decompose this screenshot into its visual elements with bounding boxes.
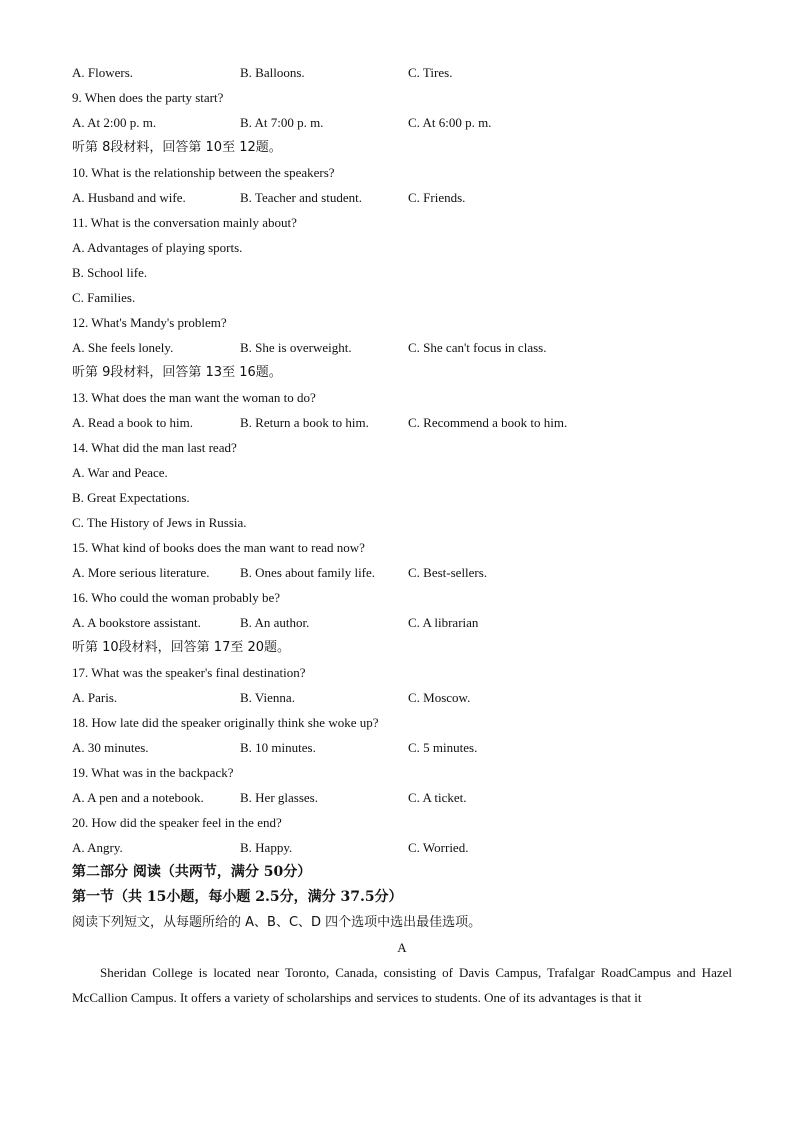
option-a: A. She feels lonely. [72,340,174,355]
question-text: 18. How late did the speaker originally think she woke up? [72,715,379,730]
option-c: C. Recommend a book to him. [408,415,568,430]
listening-instruction: 听第 9段材料，回答第 13至 16题。 [72,365,282,380]
passage-label: A [397,940,407,955]
option-row [72,735,732,760]
option-single: B. Great Expectations. [72,490,190,505]
question-text: 13. What does the man want the woman to do? [72,390,316,405]
option-b: B. An author. [240,615,310,630]
listening-instruction: 听第 8段材料，回答第 10至 12题。 [72,140,282,155]
option-a: A. More serious literature. [72,565,210,580]
option-c: C. At 6:00 p. m. [408,115,492,130]
option-b: B. At 7:00 p. m. [240,115,324,130]
option-row [72,185,732,210]
option-row [72,60,732,85]
passage-text: Sheridan College is located near Toronto, Canada, consisting of Davis Campus, Trafalgar RoadCampus and Hazel McCallion Campus. It offers a variety of scholarships and services to students. One of its advantages is that it [72,965,732,1005]
question-text: 16. Who could the woman probably be? [72,590,281,605]
option-row [72,110,732,135]
question-text: 11. What is the conversation mainly about? [72,215,297,230]
question-text: 17. What was the speaker's final destination? [72,665,306,680]
part-title: 第二部分 阅读（共两节，满分 50分） [72,864,312,880]
question-text: 9. When does the party start? [72,90,224,105]
reading-directions: 阅读下列短文，从每题所给的 A、B、C、D 四个选项中选出最佳选项。 [72,915,482,930]
option-c: C. Friends. [408,190,466,205]
option-b: B. Vienna. [240,690,295,705]
option-a: A. A pen and a notebook. [72,790,204,805]
option-b: B. Ones about family life. [240,565,376,580]
option-row [72,560,732,585]
option-c: C. Tires. [408,65,453,80]
option-c: C. 5 minutes. [408,740,478,755]
option-single: A. War and Peace. [72,465,168,480]
option-a: A. At 2:00 p. m. [72,115,157,130]
option-c: C. Moscow. [408,690,471,705]
option-row [72,685,732,710]
option-a: A. Angry. [72,840,123,855]
option-b: B. Return a book to him. [240,415,369,430]
listening-instruction: 听第 10段材料，回答第 17至 20题。 [72,640,291,655]
option-c: C. She can't focus in class. [408,340,547,355]
question-text: 15. What kind of books does the man want to read now? [72,540,365,555]
option-b: B. Balloons. [240,65,305,80]
option-single: C. The History of Jews in Russia. [72,515,247,530]
option-c: C. A ticket. [408,790,467,805]
question-text: 10. What is the relationship between the speakers? [72,165,335,180]
option-a: A. A bookstore assistant. [72,615,201,630]
option-b: B. Teacher and student. [240,190,362,205]
option-single: C. Families. [72,290,136,305]
option-b: B. 10 minutes. [240,740,316,755]
option-b: B. She is overweight. [240,340,352,355]
question-text: 12. What's Mandy's problem? [72,315,227,330]
option-a: A. Paris. [72,690,118,705]
option-c: C. Best-sellers. [408,565,488,580]
option-a: A. Flowers. [72,65,134,80]
option-b: B. Her glasses. [240,790,318,805]
question-text: 19. What was in the backpack? [72,765,234,780]
option-row [72,610,732,635]
option-single: A. Advantages of playing sports. [72,240,243,255]
option-c: C. Worried. [408,840,469,855]
option-c: C. A librarian [408,615,479,630]
option-row [72,335,732,360]
option-row [72,785,732,810]
option-a: A. Husband and wife. [72,190,186,205]
exam-page [72,60,732,1010]
question-text: 14. What did the man last read? [72,440,237,455]
option-single: B. School life. [72,265,148,280]
section-title: 第一节（共 15小题，每小题 2.5分，满分 37.5分） [72,889,403,905]
option-row [72,835,732,860]
option-b: B. Happy. [240,840,293,855]
question-text: 20. How did the speaker feel in the end? [72,815,282,830]
option-a: A. Read a book to him. [72,415,193,430]
option-row [72,410,732,435]
option-a: A. 30 minutes. [72,740,149,755]
